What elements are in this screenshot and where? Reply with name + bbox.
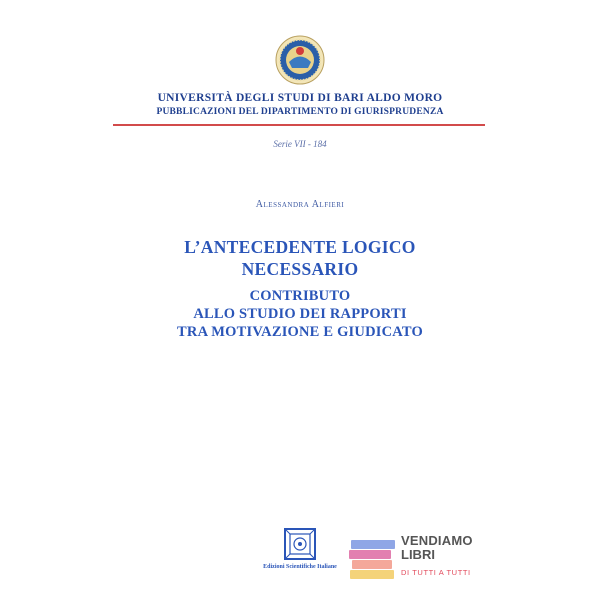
author-name: Alessandra Alfieri [255, 199, 345, 210]
books-stack-icon [347, 535, 397, 585]
subtitle-line: ALLO STUDIO DEI RAPPORTI [193, 306, 407, 322]
title-line: NECESSARIO [241, 259, 359, 279]
subtitle-line: TRA MOTIVAZIONE E GIUDICATO [177, 324, 423, 340]
book-subtitle [100, 287, 500, 341]
divider-rule [113, 124, 485, 126]
university-seal-icon [275, 35, 325, 85]
badge-tagline: DI TUTTI A TUTTI [401, 568, 471, 577]
publisher-name: Edizioni Scientifiche Italiane [263, 564, 337, 570]
badge-line-1: VENDIAMO [401, 533, 473, 548]
book-title [100, 236, 500, 280]
department-name: PUBBLICAZIONI DEL DIPARTIMENTO DI GIURISPRUDENZA [156, 107, 444, 117]
series-number: Serie VII - 184 [273, 139, 327, 149]
subtitle-line: CONTRIBUTO [249, 288, 351, 304]
publisher-logo-icon [283, 527, 317, 561]
badge-line-2: LIBRI [401, 547, 435, 562]
title-line: L’ANTECEDENTE LOGICO [184, 237, 416, 257]
university-name: UNIVERSITÀ DEGLI STUDI DI BARI ALDO MORO [157, 92, 443, 104]
